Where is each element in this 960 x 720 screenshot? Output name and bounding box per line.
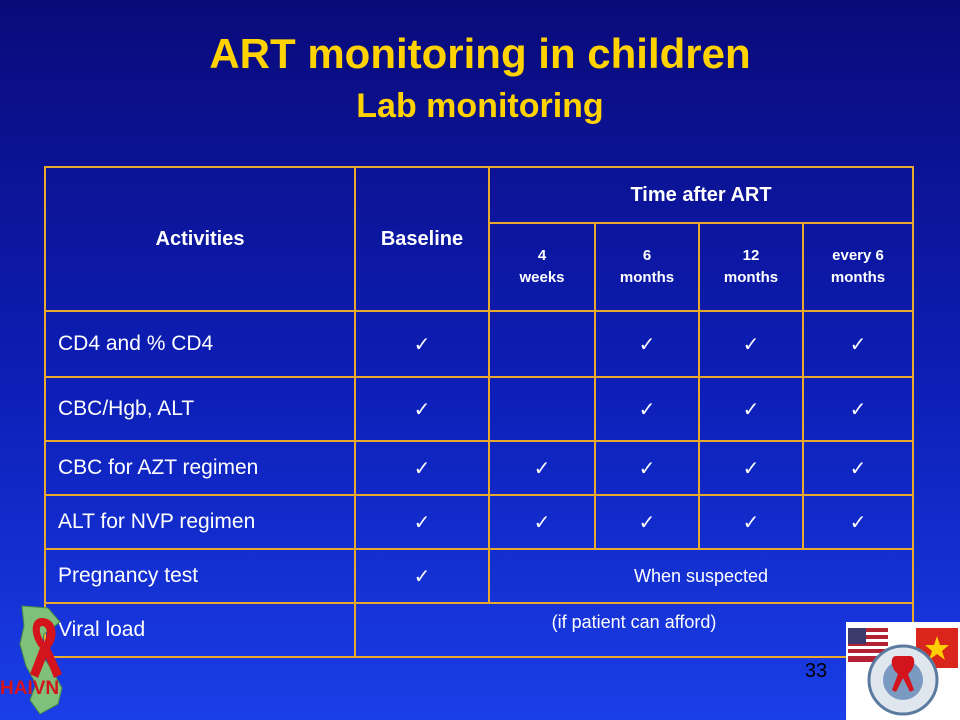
header-baseline: Baseline <box>355 167 489 311</box>
page-number: 33 <box>804 660 828 682</box>
check-icon: ✓ <box>355 377 489 441</box>
header-12-months: 12 months <box>699 223 803 311</box>
header-6-months: 6 months <box>595 223 699 311</box>
check-icon: ✓ <box>699 377 803 441</box>
empty-cell <box>489 377 595 441</box>
row-note: (if patient can afford) <box>355 603 913 657</box>
haivn-logo-text: HAIVN <box>0 678 60 699</box>
row-label: Pregnancy test <box>45 549 355 603</box>
check-icon: ✓ <box>803 311 913 377</box>
table-row <box>45 603 913 657</box>
table-row <box>45 441 913 495</box>
check-icon: ✓ <box>355 441 489 495</box>
check-icon: ✓ <box>803 377 913 441</box>
row-label: CD4 and % CD4 <box>45 311 355 377</box>
header-every-6-months: every 6 months <box>803 223 913 311</box>
slide-subtitle: Lab monitoring <box>356 87 604 125</box>
haivn-logo <box>0 600 100 720</box>
check-icon: ✓ <box>595 441 699 495</box>
empty-cell <box>489 311 595 377</box>
header-time-after-art: Time after ART <box>489 167 913 223</box>
check-icon: ✓ <box>355 549 489 603</box>
table-row <box>45 549 913 603</box>
check-icon: ✓ <box>595 495 699 549</box>
monitoring-table <box>44 166 914 658</box>
check-icon: ✓ <box>595 377 699 441</box>
table-row <box>45 495 913 549</box>
header-4-weeks: 4 weeks <box>489 223 595 311</box>
check-icon: ✓ <box>699 441 803 495</box>
row-label: CBC/Hgb, ALT <box>45 377 355 441</box>
partnership-emblem <box>846 622 960 720</box>
check-icon: ✓ <box>355 495 489 549</box>
check-icon: ✓ <box>803 441 913 495</box>
row-label: ALT for NVP regimen <box>45 495 355 549</box>
check-icon: ✓ <box>595 311 699 377</box>
row-note: When suspected <box>489 549 913 603</box>
table-row <box>45 311 913 377</box>
row-label: Viral load <box>45 603 355 657</box>
row-label: CBC for AZT regimen <box>45 441 355 495</box>
check-icon: ✓ <box>803 495 913 549</box>
check-icon: ✓ <box>489 495 595 549</box>
check-icon: ✓ <box>699 311 803 377</box>
check-icon: ✓ <box>699 495 803 549</box>
check-icon: ✓ <box>489 441 595 495</box>
table-row <box>45 377 913 441</box>
check-icon: ✓ <box>355 311 489 377</box>
slide-title: ART monitoring in children <box>209 30 751 77</box>
header-activities: Activities <box>45 167 355 311</box>
